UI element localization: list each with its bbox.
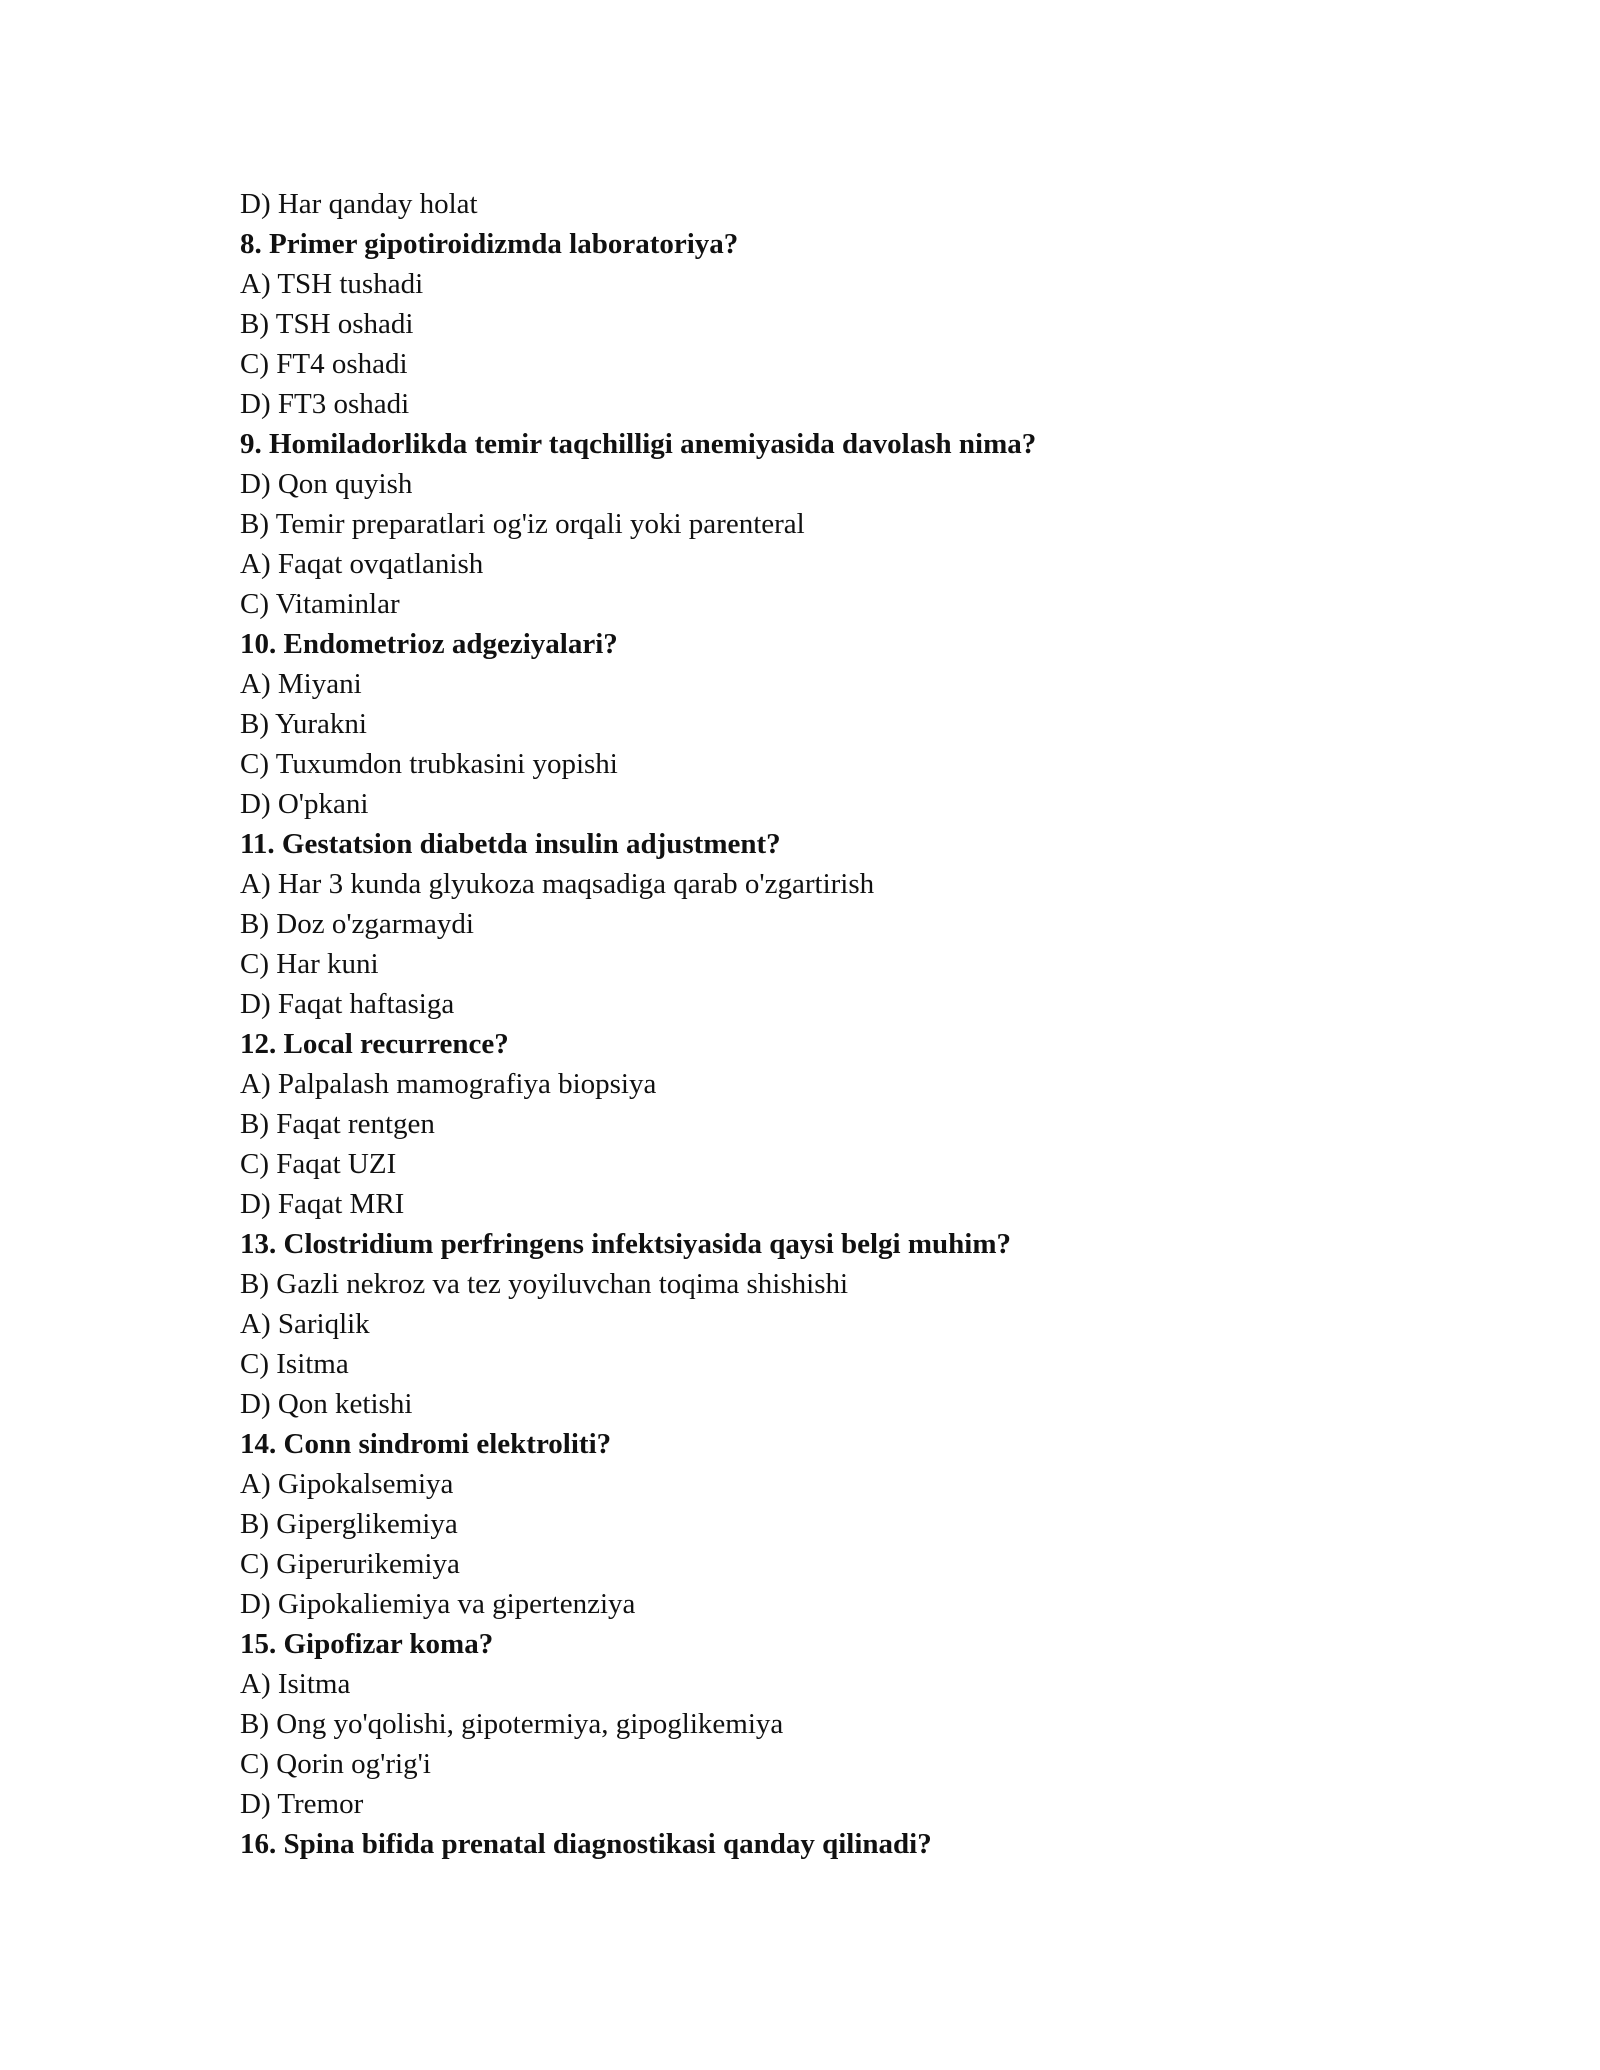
answer-option: D) Tremor xyxy=(240,1788,364,1820)
answer-option: A) Faqat ovqatlanish xyxy=(240,548,484,580)
answer-option: B) Faqat rentgen xyxy=(240,1108,435,1140)
answer-option: B) TSH oshadi xyxy=(240,308,414,340)
question-text: 12. Local recurrence? xyxy=(240,1028,509,1060)
answer-option: B) Yurakni xyxy=(240,708,367,740)
answer-option: D) O'pkani xyxy=(240,788,369,820)
question-text: 13. Clostridium perfringens infektsiyasida qaysi belgi muhim? xyxy=(240,1228,1011,1260)
answer-option: B) Giperglikemiya xyxy=(240,1508,458,1540)
answer-option: D) Qon ketishi xyxy=(240,1388,413,1420)
answer-option: D) Faqat MRI xyxy=(240,1188,405,1220)
answer-option: A) Isitma xyxy=(240,1668,351,1700)
answer-option: C) Isitma xyxy=(240,1348,349,1380)
question-text: 11. Gestatsion diabetda insulin adjustment? xyxy=(240,828,781,860)
answer-option: D) Gipokaliemiya va gipertenziya xyxy=(240,1588,636,1620)
answer-option: C) Qorin og'rig'i xyxy=(240,1748,431,1780)
answer-option: A) Palpalash mamografiya biopsiya xyxy=(240,1068,657,1100)
answer-option: C) Giperurikemiya xyxy=(240,1548,460,1580)
answer-option: D) Qon quyish xyxy=(240,468,413,500)
question-text: 15. Gipofizar koma? xyxy=(240,1628,494,1660)
answer-option: A) Sariqlik xyxy=(240,1308,370,1340)
answer-option: C) Vitaminlar xyxy=(240,588,400,620)
answer-option: A) Gipokalsemiya xyxy=(240,1468,454,1500)
answer-option: A) TSH tushadi xyxy=(240,268,424,300)
answer-option: C) Tuxumdon trubkasini yopishi xyxy=(240,748,618,780)
answer-option: B) Temir preparatlari og'iz orqali yoki parenteral xyxy=(240,508,805,540)
question-text: 9. Homiladorlikda temir taqchilligi anemiyasida davolash nima? xyxy=(240,428,1037,460)
question-text: 8. Primer gipotiroidizmda laboratoriya? xyxy=(240,228,739,260)
question-text: 16. Spina bifida prenatal diagnostikasi qanday qilinadi? xyxy=(240,1828,932,1860)
answer-option: A) Har 3 kunda glyukoza maqsadiga qarab o'zgartirish xyxy=(240,868,875,900)
question-text: 14. Conn sindromi elektroliti? xyxy=(240,1428,612,1460)
answer-option: C) FT4 oshadi xyxy=(240,348,408,380)
answer-option: B) Doz o'zgarmaydi xyxy=(240,908,474,940)
answer-option: B) Gazli nekroz va tez yoyiluvchan toqima shishishi xyxy=(240,1268,849,1300)
answer-option: C) Har kuni xyxy=(240,948,379,980)
quiz-content xyxy=(240,184,1440,1864)
question-text: 10. Endometrioz adgeziyalari? xyxy=(240,628,618,660)
answer-option: B) Ong yo'qolishi, gipotermiya, gipoglikemiya xyxy=(240,1708,784,1740)
answer-option: D) FT3 oshadi xyxy=(240,388,410,420)
answer-option: D) Har qanday holat xyxy=(240,188,478,220)
answer-option: D) Faqat haftasiga xyxy=(240,988,455,1020)
answer-option: A) Miyani xyxy=(240,668,362,700)
answer-option: C) Faqat UZI xyxy=(240,1148,397,1180)
